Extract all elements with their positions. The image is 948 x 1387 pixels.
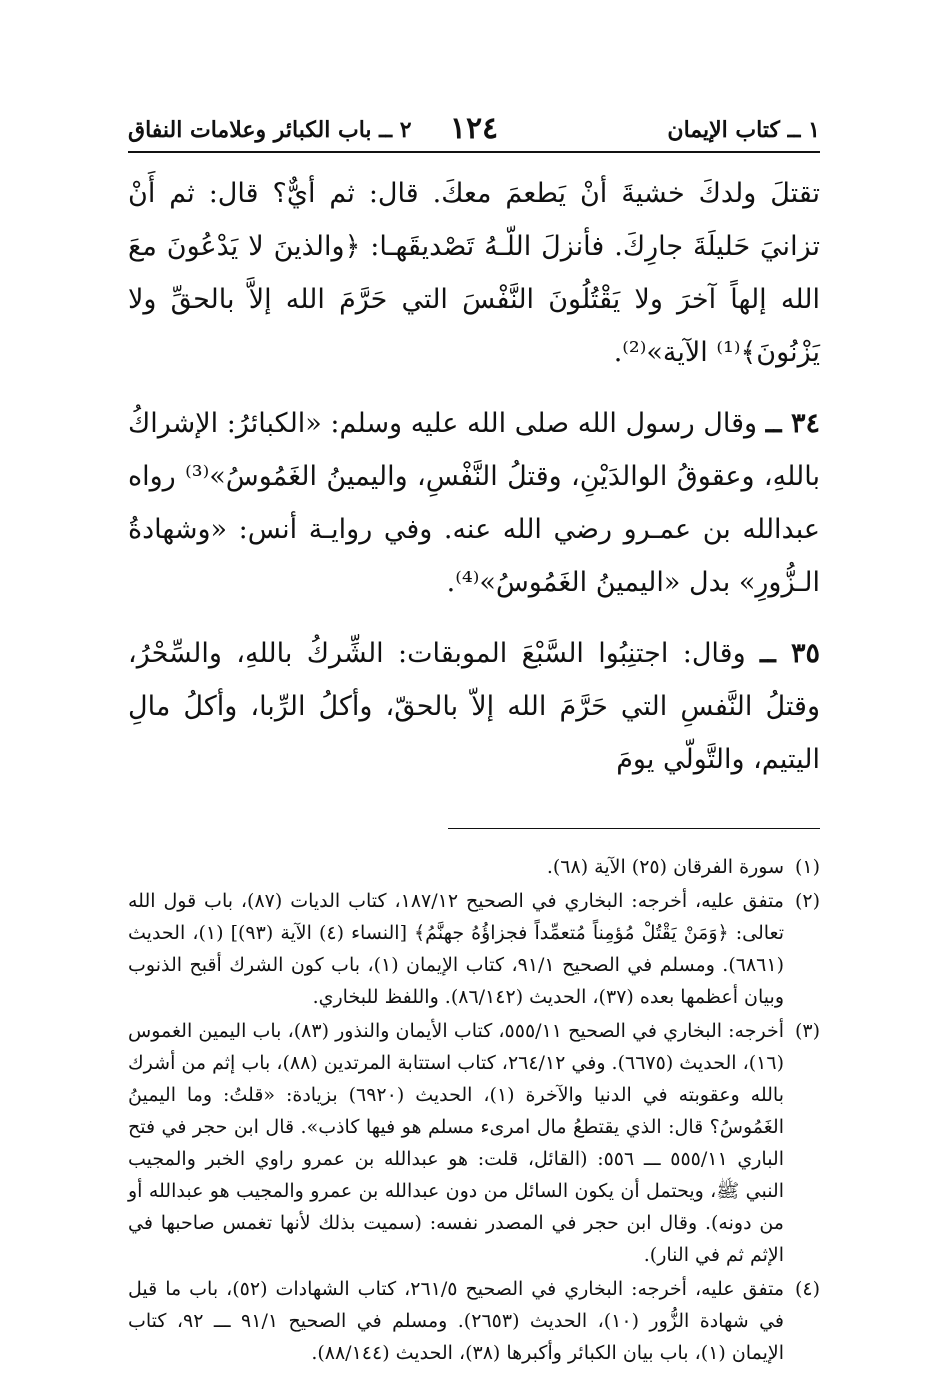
main-text: [128, 167, 820, 786]
header-divider: [128, 151, 820, 153]
footnote-text: سورة الفرقان (٢٥) الآية (٦٨).: [546, 856, 784, 878]
footnote-number: (٣): [794, 1020, 820, 1042]
chapter-title: ١ ــ كتاب الإيمان: [667, 117, 820, 143]
footnote-1: [128, 851, 820, 883]
footnotes: [128, 851, 820, 1369]
footnote-divider: [448, 828, 820, 829]
section-title: ٢ ــ باب الكبائر وعلامات النفاق: [128, 117, 412, 143]
paragraph-text: وقال رسول الله صلى الله عليه وسلم: «الكبائرُ: الإشراكُ باللهِ، وعقوقُ الوالدَيْنِ، وقتلُ النَّفْسِ، واليمينُ الغَمُوسُ»⁽³⁾ رواه عبدالله بن عمـرو رضي الله عنه. وفي روايـة أنس: «وشهادةُ الـزُّورِ» بدل «اليمينُ الغَمُوسُ»⁽⁴⁾.: [128, 408, 820, 598]
hadith-34: [128, 397, 820, 609]
hadith-number: ٣٤ ــ: [765, 408, 820, 439]
page-number: ١٢٤: [449, 111, 499, 146]
footnote-text: متفق عليه، أخرجه: البخاري في الصحيح ٢٦١/٥، كتاب الشهادات (٥٢)، باب ما قيل في شهادة الزُّور (١٠)، الحديث (٢٦٥٣). ومسلم في الصحيح ٩١/١ ـــ ٩٢، كتاب الإيمان (١)، باب بيان الكبائر وأكبرها (٣٨)، الحديث (٨٨/١٤٤).: [128, 1278, 785, 1364]
paragraph-text: تقتلَ ولدكَ خشيةَ أنْ يَطعمَ معكَ. قال: ثم أيٌّ؟ قال: ثم أَنْ تزانيَ حَليلَةَ جارِكَ. فأنزلَ اللّـهُ تَصْديقَهـا: ﴿والذينَ لا يَدْعُونَ معَ الله إلهاً آخرَ ولا يَقْتُلُونَ النَّفْسَ التي حَرَّمَ الله إلاَّ بالحقِّ ولا يَزْنُونَ﴾⁽¹⁾ الآية»⁽²⁾.: [128, 178, 820, 368]
footnote-number: (١): [794, 856, 820, 878]
footnote-number: (٢): [794, 890, 820, 912]
book-page: [128, 105, 820, 1371]
hadith-35: [128, 627, 820, 786]
hadith-number: ٣٥ ــ: [759, 638, 820, 669]
footnote-3: [128, 1015, 820, 1271]
footnote-4: [128, 1273, 820, 1369]
running-header: [128, 105, 820, 151]
footnote-2: [128, 885, 820, 1013]
footnote-number: (٤): [794, 1278, 820, 1300]
paragraph-text: وقال: اجتنِبُوا السَّبْعَ الموبقات: الشِّركُ باللهِ، والسِّحْرُ، وقتلُ النَّفسِ التي حَرَّمَ الله إلاّ بالحقّ، وأكلُ الرِّبا، وأكلُ مالِ اليتيم، والتَّولّي يومَ: [128, 638, 820, 775]
footnote-text: متفق عليه، أخرجه: البخاري في الصحيح ١٨٧/١٢، كتاب الديات (٨٧)، باب قول الله تعالى: ﴿وَمَنْ يَقْتُلْ مُؤمِناً مُتعمِّداً فجزاؤُهُ جهنَّمُ﴾ [النساء (٤) الآية (٩٣)] (١)، الحديث (٦٨٦١). ومسلم في الصحيح ٩١/١، كتاب الإيمان (١)، باب كون الشرك أقبح الذنوب وبيان أعظمها بعده (٣٧)، الحديث (٨٦/١٤٢). واللفظ للبخاري.: [128, 890, 785, 1008]
footnote-text: أخرجه: البخاري في الصحيح ٥٥٥/١١، كتاب الأيمان والنذور (٨٣)، باب اليمين الغموس (١٦)، الحديث (٦٦٧٥). وفي ٢٦٤/١٢، كتاب استتابة المرتدين (٨٨)، باب إثم من أشرك بالله وعقوبته في الدنيا والآخرة (١)، الحديث (٦٩٢٠) بزيادة: «قلتُ: وما اليمينُ الغَمُوسُ؟ قال: الذي يقتطعُ مال امرىء مسلم هو فيها كاذب». قال ابن حجر في فتح الباري ٥٥٥/١١ ـــ ٥٥٦: (القائل، قلت: هو عبدالله بن عمرو راوي الخبر والمجيب النبي ﷺ، ويحتمل أن يكون السائل من دون عبدالله بن عمرو والمجيب هو عبدالله أو من دونه). وقال ابن حجر في المصدر نفسه: (سميت بذلك لأنها تغمس صاحبها في الإثم ثم في النار).: [128, 1020, 784, 1266]
paragraph-continuation: [128, 167, 820, 379]
